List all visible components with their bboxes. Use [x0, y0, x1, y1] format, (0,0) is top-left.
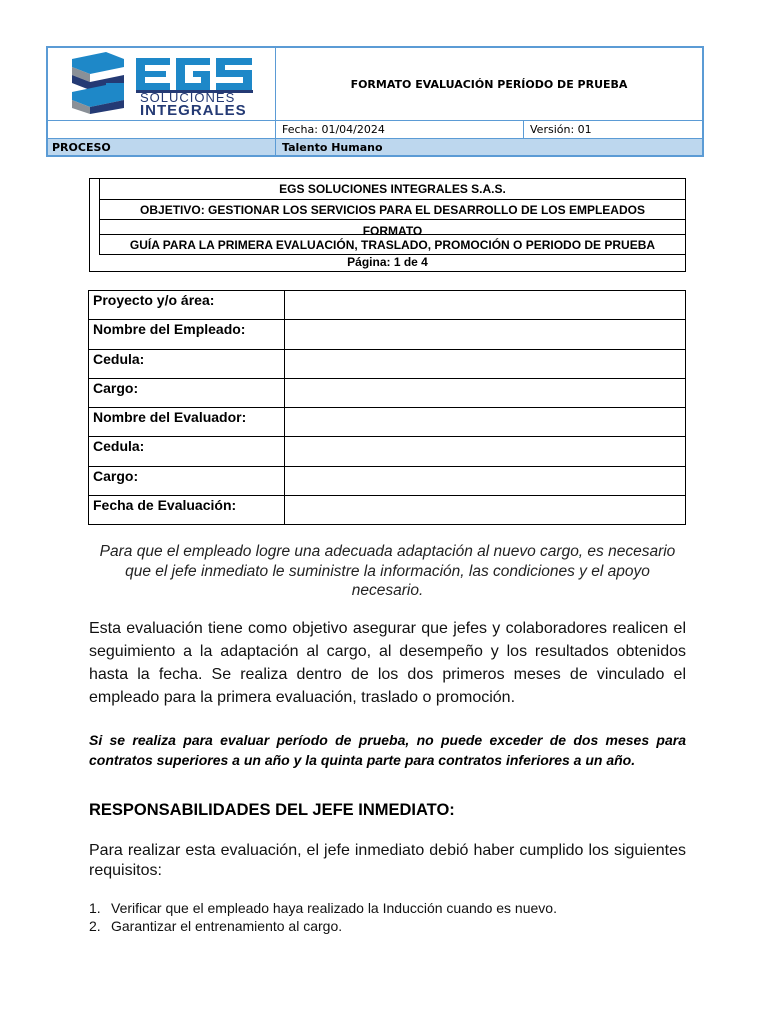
field-label: Cargo:	[89, 378, 285, 407]
process-label: PROCESO	[48, 139, 276, 155]
table-row	[89, 496, 686, 525]
company-name: EGS SOLUCIONES INTEGRALES S.A.S.	[100, 179, 685, 200]
field-value[interactable]	[285, 437, 686, 466]
table-row	[89, 408, 686, 437]
table-row	[89, 466, 686, 495]
objective-line: OBJETIVO: GESTIONAR LOS SERVICIOS PARA EL DESARROLLO DE LOS EMPLEADOS	[100, 200, 685, 220]
field-value[interactable]	[285, 378, 686, 407]
list-number: 2.	[89, 918, 101, 934]
list-text: Verificar que el empleado haya realizado la Inducción cuando es nuevo.	[111, 900, 557, 916]
table-row	[89, 437, 686, 466]
doc-info-box	[89, 178, 686, 272]
intro-text: Para que el empleado logre una adecuada adaptación al nuevo cargo, es necesario que el jefe inmediato le suministre la información, las condiciones y el apoyo necesario.	[99, 543, 676, 599]
logo-cell	[48, 48, 276, 120]
doc-info-margin	[90, 179, 100, 255]
field-label: Cargo:	[89, 466, 285, 495]
format-divider	[100, 234, 685, 235]
employee-info-table	[88, 290, 686, 525]
field-label: Cedula:	[89, 437, 285, 466]
process-row	[48, 138, 702, 155]
version-cell: Versión: 01	[530, 123, 592, 136]
list-number: 1.	[89, 900, 101, 916]
date-cell: Fecha: 01/04/2024	[276, 121, 524, 138]
form-title: FORMATO EVALUACIÓN PERÍODO DE PRUEBA	[350, 77, 628, 91]
section-title: RESPONSABILIDADES DEL JEFE INMEDIATO:	[89, 801, 455, 819]
company-logo	[48, 48, 274, 118]
table-row	[89, 378, 686, 407]
format-line: FORMATO	[362, 224, 423, 238]
list-item	[89, 899, 686, 917]
purpose-paragraph: Esta evaluación tiene como objetivo asegurar que jefes y colaboradores realicen el seguimiento a la adaptación al cargo, al desempeño y los resultados obtenidos hasta la fecha. Se realiza dentro de los dos primeros meses de vinculado el empleado para la primera evaluación, traslado o promoción.	[89, 620, 686, 706]
requirements-list	[89, 899, 686, 935]
guide-line: GUÍA PARA LA PRIMERA EVALUACIÓN, TRASLADO, PROMOCIÓN O PERIODO DE PRUEBA	[100, 238, 685, 255]
page-number: Página: 1 de 4	[347, 255, 428, 269]
field-label: Fecha de Evaluación:	[89, 496, 285, 525]
list-text: Garantizar el entrenamiento al cargo.	[111, 918, 343, 934]
table-row	[89, 291, 686, 320]
field-value[interactable]	[285, 408, 686, 437]
logo-line2: INTEGRALES	[140, 102, 247, 118]
table-row	[89, 320, 686, 349]
field-value[interactable]	[285, 291, 686, 320]
section-paragraph: Para realizar esta evaluación, el jefe inmediato debió haber cumplido los siguientes requisitos:	[89, 842, 686, 879]
table-row	[89, 349, 686, 378]
meta-empty-cell	[48, 121, 276, 138]
field-label: Cedula:	[89, 349, 285, 378]
meta-row	[48, 120, 702, 138]
field-value[interactable]	[285, 466, 686, 495]
logo-line1: SOLUCIONES	[140, 90, 236, 105]
field-value[interactable]	[285, 496, 686, 525]
list-item	[89, 917, 686, 935]
probation-note: Si se realiza para evaluar período de prueba, no puede exceder de dos meses para contratos superiores a un año y la quinta parte para contratos inferiores a un año.	[89, 732, 686, 768]
field-value[interactable]	[285, 349, 686, 378]
field-value[interactable]	[285, 320, 686, 349]
document-header	[46, 46, 704, 157]
field-label: Proyecto y/o área:	[89, 291, 285, 320]
field-label: Nombre del Empleado:	[89, 320, 285, 349]
field-label: Nombre del Evaluador:	[89, 408, 285, 437]
process-value: Talento Humano	[282, 141, 383, 154]
